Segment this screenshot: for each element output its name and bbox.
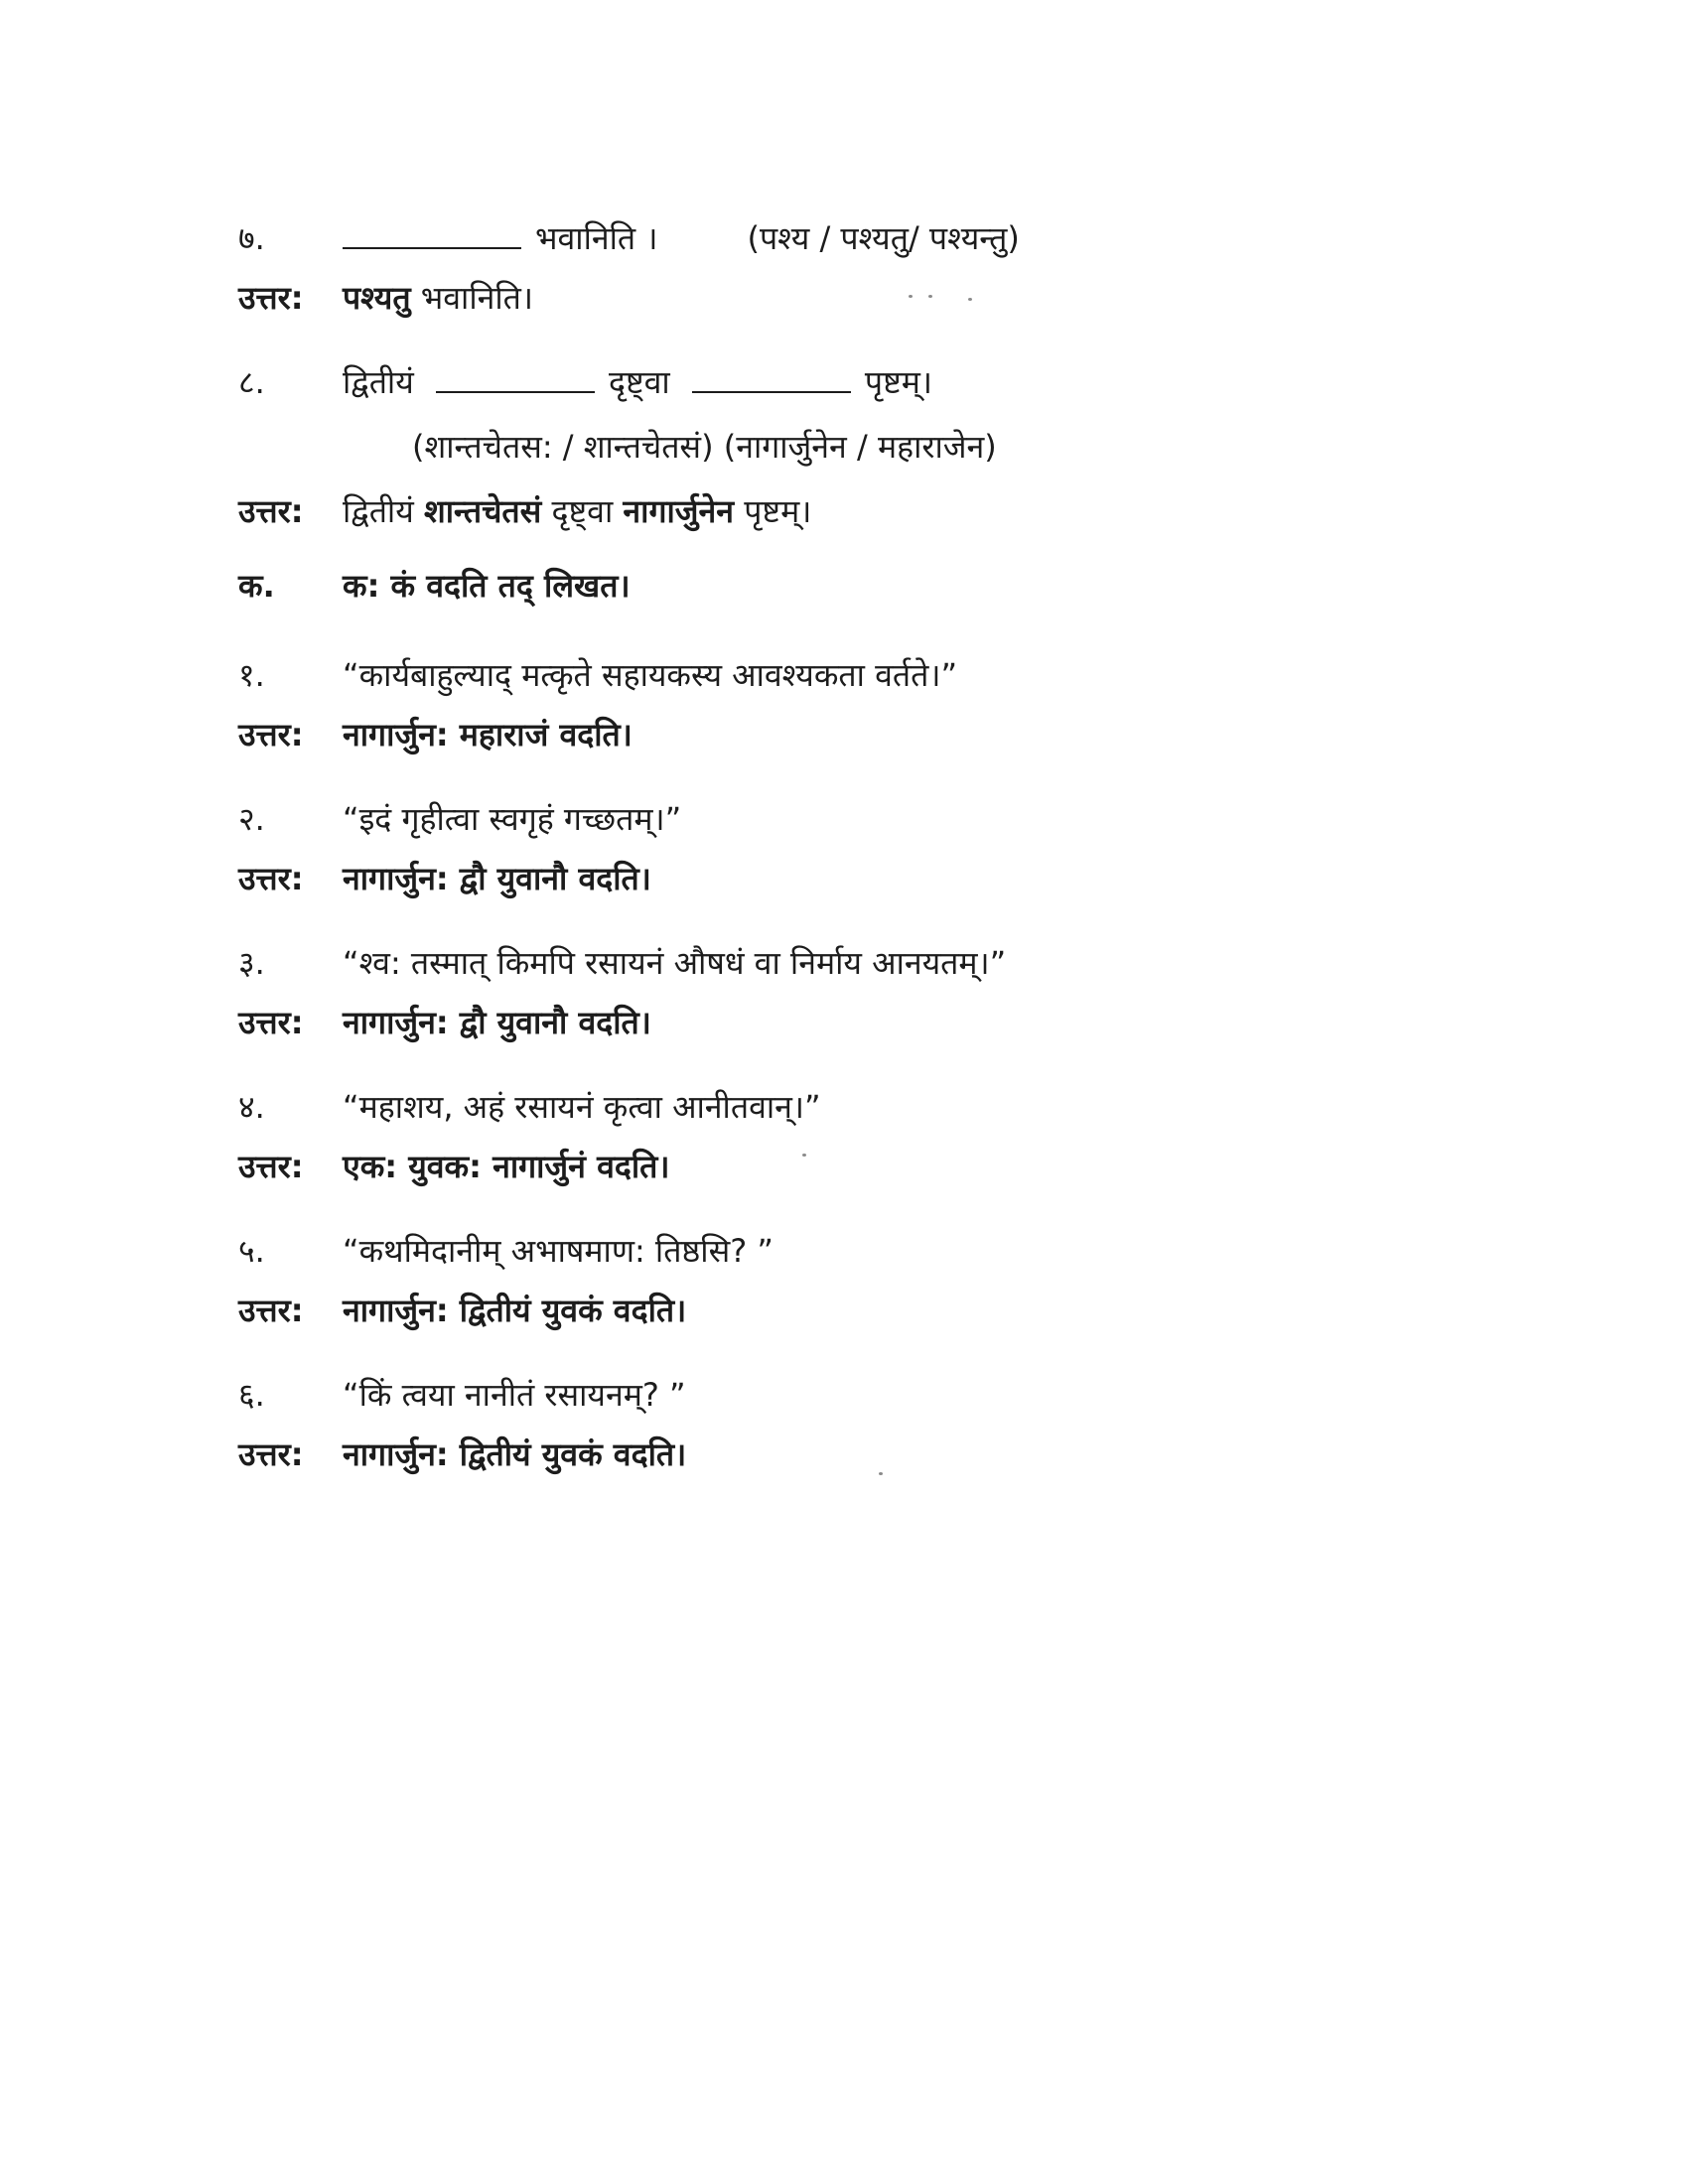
answer-fragment: द्वितीयं [343, 492, 424, 530]
question-quote: “कार्यबाहुल्याद् मत्कृते सहायकस्य आवश्यकता वर्तते।” [343, 656, 958, 694]
question-fragment: द्वितीयं [343, 363, 414, 401]
answer-item-5 [238, 1276, 1430, 1345]
answer-fragment: दृष्ट्वा [541, 492, 624, 530]
question-text [343, 347, 932, 417]
question-number: ३. [238, 944, 265, 982]
question-fragment: पृष्टम्। [864, 363, 933, 401]
question-8 [238, 347, 1430, 417]
question-number: ५. [238, 1232, 265, 1270]
answer-label: उत्तर: [238, 1292, 304, 1329]
answer-text: नागार्जुन: महाराजं वदति। [343, 716, 633, 753]
answer-item-1 [238, 700, 1430, 769]
answer-fragment: भवानिति। [410, 279, 534, 317]
scan-speck [928, 295, 932, 298]
question-number: ७. [238, 219, 265, 257]
section-instruction: क: कं वदति तद् लिखत। [343, 567, 631, 605]
question-quote: “कथमिदानीम् अभाषमाण: तिष्ठसि? ” [343, 1232, 774, 1270]
question-quote: “श्व: तस्मात् किमपि रसायनं औषधं वा निर्माय आनयतम्।” [343, 944, 1007, 982]
section-number: क. [238, 567, 275, 605]
answer-highlight: नागार्जुनेन [623, 492, 735, 530]
fill-blank [343, 211, 521, 249]
answer-label: उत्तर: [238, 1435, 304, 1473]
question-number: १. [238, 656, 265, 694]
answer-text: नागार्जुन: द्वौ युवानौ वदति। [343, 860, 651, 897]
question-quote: “किं त्वया नानीतं रसायनम्? ” [343, 1376, 686, 1414]
scan-speck [879, 1472, 883, 1475]
question-fragment: भवानिति । [535, 219, 658, 257]
fill-blank [692, 355, 851, 393]
answer-text: नागार्जुन: द्वौ युवानौ वदति। [343, 1004, 651, 1041]
question-8-options [238, 412, 1430, 481]
question-number: ८. [238, 363, 265, 401]
scan-speck [968, 298, 972, 301]
answer-label: उत्तर: [238, 492, 304, 530]
answer-item-6 [238, 1420, 1430, 1489]
section-heading [238, 551, 1430, 620]
answer-label: उत्तर: [238, 860, 304, 897]
question-number: २. [238, 800, 265, 838]
scan-speck [909, 295, 913, 298]
answer-text [343, 477, 811, 546]
answer-text [343, 263, 533, 333]
answer-item-3 [238, 988, 1430, 1057]
fill-blank [436, 355, 595, 393]
answer-options: (शान्तचेतस: / शान्तचेतसं) (नागार्जुनेन / महाराजेन) [412, 428, 997, 466]
answer-label: उत्तर: [238, 1148, 304, 1185]
question-fragment: दृष्ट्वा [608, 363, 670, 401]
answer-options: (पश्य / पश्यतु/ पश्यन्तु) [747, 219, 1020, 257]
scan-speck [802, 1154, 806, 1157]
answer-text: एक: युवक: नागार्जुनं वदति। [343, 1148, 670, 1185]
question-number: ६. [238, 1376, 265, 1414]
answer-item-2 [238, 844, 1430, 913]
answer-label: उत्तर: [238, 716, 304, 753]
question-quote: “इदं गृहीत्वा स्वगृहं गच्छतम्।” [343, 800, 682, 838]
answer-item-4 [238, 1132, 1430, 1201]
answer-fragment: पृष्टम्। [734, 492, 812, 530]
answer-text: नागार्जुन: द्वितीयं युवकं वदति। [343, 1435, 687, 1473]
question-quote: “महाशय, अहं रसायनं कृत्वा आनीतवान्।” [343, 1088, 821, 1126]
answer-8 [238, 477, 1430, 546]
answer-label: उत्तर: [238, 279, 304, 317]
answer-highlight: पश्यतु [343, 279, 411, 317]
question-number: ४. [238, 1088, 265, 1126]
answer-text: नागार्जुन: द्वितीयं युवकं वदति। [343, 1292, 687, 1329]
answer-7 [238, 263, 1430, 333]
answer-label: उत्तर: [238, 1004, 304, 1041]
answer-highlight: शान्तचेतसं [423, 492, 542, 530]
